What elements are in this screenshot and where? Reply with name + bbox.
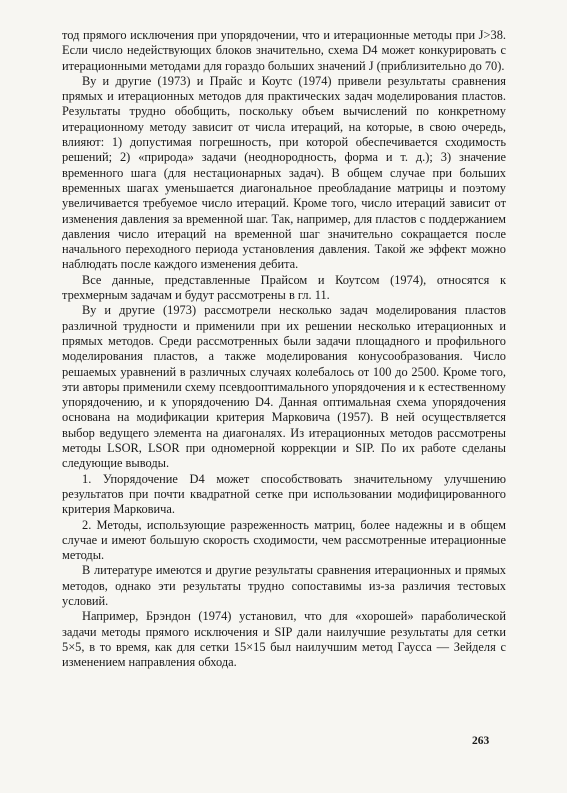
paragraph-4: Ву и другие (1973) рассмотрели несколько задач моделирования пластов различной трудности и применили при их решении несколько итерационных и прямых методов. Среди рассмотренных были задачи площадного и профильного моделирования пластов, а также моделирования конусообразования. Число решаемых уравнений в различных случаях колебалось от 100 до 2500. Кроме того, эти авторы применили схему псевдооптимального упорядочения и к естественному упорядочению, и к упорядочению D4. Данная оптимальная схема упорядочения основана на модификации критерия Марковича (1957). В ней осуществляется выбор ведущего элемента на диагоналях. Из итерационных методов рассмотрены методы LSOR, LSOR при одномерной коррекции и SIP. По их работе сделаны следующие выводы. [62,303,506,471]
body-text [62,28,506,670]
paragraph-1: тод прямого исключения при упорядочении, что и итерационные методы при J>38. Если число недействующих блоков значительно, схема D4 может конкурировать с итерационными методами для гораздо больших значений J (приблизительно до 70). [62,28,506,73]
paragraph-3: Все данные, представленные Прайсом и Коутсом (1974), относятся к трехмерным задачам и будут рассмотрены в гл. 11. [62,272,506,303]
paragraph-7: В литературе имеются и другие результаты сравнения итерационных и прямых методов, однако эти результаты трудно сопоставимы из-за различия тестовых условий. [62,563,506,608]
paragraph-2: Ву и другие (1973) и Прайс и Коутс (1974) привели результаты сравнения прямых и итерационных методов для практических задач моделирования пластов. Результаты трудно обобщить, поскольку объем вычислений по конкретному итерационному методу зависит от числа итераций, на которые, в свою очередь, влияют: 1) допустимая погрешность, при которой обеспечивается сходимость решений; 2) «природа» задачи (неоднородность, форма и т. д.); 3) значение временного шага (для нестационарных задач). В общем случае при больших временных шагах уменьшается диагональное преобладание матрицы и поэтому увеличивается требуемое число итераций. Кроме того, число итераций зависит от изменения давления за временной шаг. Так, например, для пластов с поддержанием давления число итераций на временной шаг значительно сокращается после начального переходного периода установления давления. Такой же эффект можно наблюдать после каждого изменения дебита. [62,73,506,272]
paragraph-8: Например, Брэндон (1974) установил, что для «хорошей» параболической задачи методы прямого исключения и SIP дали наилучшие результаты для сетки 5×5, в то время, как для сетки 15×15 был наилучшим метод Гаусса — Зейделя с изменением направления обхода. [62,609,506,670]
paragraph-5: 1. Упорядочение D4 может способствовать значительному улучшению результатов при почти квадратной сетке при использовании модифицированного критерия Марковича. [62,471,506,517]
page-number: 263 [472,735,490,747]
paragraph-6: 2. Методы, использующие разреженность матриц, более надежны и в общем случае и имеют большую скорость сходимости, чем рассмотренные итерационные методы. [62,517,506,563]
